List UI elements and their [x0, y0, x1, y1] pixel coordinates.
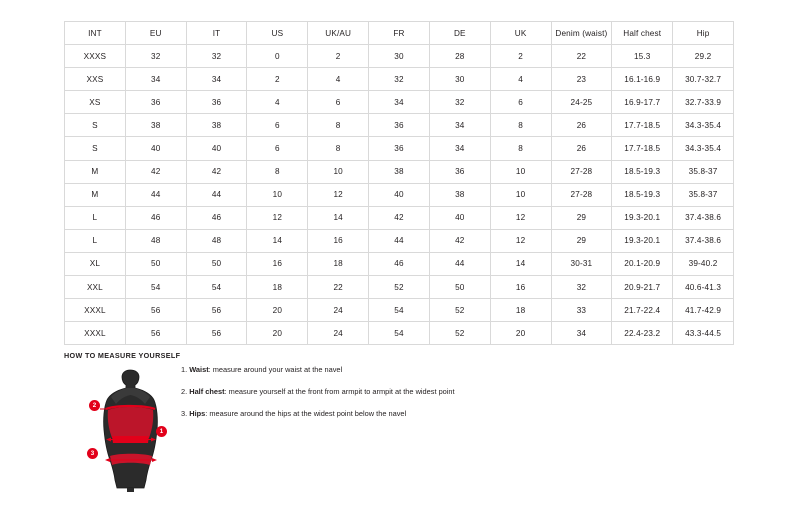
- table-cell: 42: [369, 206, 430, 229]
- step-text: : measure yourself at the front from armpit to armpit at the widest point: [224, 386, 455, 396]
- table-cell: 38: [186, 114, 247, 137]
- table-cell: L: [65, 206, 126, 229]
- table-cell: 8: [308, 114, 369, 137]
- table-cell: 56: [186, 299, 247, 322]
- table-cell: 30.7-32.7: [673, 68, 734, 91]
- table-cell: 35.8-37: [673, 183, 734, 206]
- table-cell: 34.3-35.4: [673, 114, 734, 137]
- table-cell: 43.3-44.5: [673, 322, 734, 345]
- table-cell: 18: [308, 252, 369, 275]
- table-row: [65, 299, 734, 322]
- step-number: 2.: [181, 386, 188, 396]
- table-row: [65, 45, 734, 68]
- table-cell: 32: [125, 45, 186, 68]
- table-row: [65, 276, 734, 299]
- table-header-cell: UK: [490, 22, 551, 45]
- table-header-cell: UK/AU: [308, 22, 369, 45]
- table-cell: 44: [369, 229, 430, 252]
- table-header-cell: US: [247, 22, 308, 45]
- table-cell: 32.7-33.9: [673, 91, 734, 114]
- table-cell: 22.4-23.2: [612, 322, 673, 345]
- table-cell: 40: [186, 137, 247, 160]
- table-cell: 17.7-18.5: [612, 137, 673, 160]
- table-cell: 20: [247, 322, 308, 345]
- mannequin-figure: [86, 364, 176, 494]
- table-cell: 44: [125, 183, 186, 206]
- table-cell: 18: [490, 299, 551, 322]
- table-cell: 32: [429, 91, 490, 114]
- table-cell: 40.6-41.3: [673, 276, 734, 299]
- table-cell: 20: [247, 299, 308, 322]
- table-cell: 4: [247, 91, 308, 114]
- table-cell: 34: [125, 68, 186, 91]
- step-term: Half chest: [189, 386, 225, 396]
- table-cell: 10: [490, 183, 551, 206]
- table-cell: 16.9-17.7: [612, 91, 673, 114]
- table-cell: 26: [551, 114, 612, 137]
- table-cell: XXXL: [65, 322, 126, 345]
- table-cell: 19.3-20.1: [612, 229, 673, 252]
- table-cell: 17.7-18.5: [612, 114, 673, 137]
- marker-badge-1: 1: [156, 426, 167, 437]
- table-cell: 10: [490, 160, 551, 183]
- measure-step: [181, 366, 601, 373]
- step-term: Hips: [189, 408, 206, 418]
- table-cell: XL: [65, 252, 126, 275]
- marker-badge-2: 2: [89, 400, 100, 411]
- how-to-measure-steps: [181, 366, 601, 432]
- table-cell: 37.4-38.6: [673, 229, 734, 252]
- table-row: [65, 160, 734, 183]
- table-cell: 12: [490, 229, 551, 252]
- table-cell: 24: [308, 299, 369, 322]
- table-cell: 36: [429, 160, 490, 183]
- table-cell: 20.1-20.9: [612, 252, 673, 275]
- step-number: 1.: [181, 365, 188, 374]
- table-cell: 40: [429, 206, 490, 229]
- table-cell: 16: [308, 229, 369, 252]
- table-cell: 16: [247, 252, 308, 275]
- table-cell: 44: [429, 252, 490, 275]
- table-cell: M: [65, 160, 126, 183]
- table-cell: 32: [551, 276, 612, 299]
- table-cell: 22: [551, 45, 612, 68]
- size-conversion-table: [64, 21, 734, 345]
- table-cell: 28: [429, 45, 490, 68]
- table-cell: 21.7-22.4: [612, 299, 673, 322]
- table-cell: 8: [490, 114, 551, 137]
- table-cell: 4: [490, 68, 551, 91]
- table-row: [65, 206, 734, 229]
- table-row: [65, 183, 734, 206]
- hip-arrow-left: [105, 458, 110, 462]
- table-cell: 2: [247, 68, 308, 91]
- table-cell: 10: [308, 160, 369, 183]
- table-cell: 20: [490, 322, 551, 345]
- table-cell: L: [65, 229, 126, 252]
- table-cell: 14: [308, 206, 369, 229]
- table-cell: 56: [125, 299, 186, 322]
- table-cell: 46: [186, 206, 247, 229]
- table-cell: 34: [186, 68, 247, 91]
- table-cell: 6: [308, 91, 369, 114]
- table-cell: 38: [369, 160, 430, 183]
- table-cell: 34: [429, 137, 490, 160]
- table-cell: 29: [551, 206, 612, 229]
- table-cell: 10: [247, 183, 308, 206]
- measure-step: [181, 410, 601, 417]
- table-cell: 36: [125, 91, 186, 114]
- table-cell: S: [65, 114, 126, 137]
- table-cell: 8: [308, 137, 369, 160]
- table-cell: 24: [308, 322, 369, 345]
- table-cell: 27-28: [551, 183, 612, 206]
- table-cell: 40: [369, 183, 430, 206]
- table-cell: 2: [308, 45, 369, 68]
- table-cell: 50: [186, 252, 247, 275]
- table-cell: S: [65, 137, 126, 160]
- table-row: [65, 114, 734, 137]
- table-cell: 18: [247, 276, 308, 299]
- table-cell: XS: [65, 91, 126, 114]
- table-cell: 37.4-38.6: [673, 206, 734, 229]
- table-cell: 12: [247, 206, 308, 229]
- table-cell: 15.3: [612, 45, 673, 68]
- table-header-cell: FR: [369, 22, 430, 45]
- table-header-cell: DE: [429, 22, 490, 45]
- table-cell: 48: [125, 229, 186, 252]
- table-cell: 22: [308, 276, 369, 299]
- table-cell: 38: [429, 183, 490, 206]
- table-body: [65, 45, 734, 345]
- table-cell: XXL: [65, 276, 126, 299]
- table-cell: 33: [551, 299, 612, 322]
- table-cell: 52: [369, 276, 430, 299]
- measure-step: [181, 388, 601, 395]
- table-header: [65, 22, 734, 45]
- table-cell: 14: [247, 229, 308, 252]
- table-cell: 40: [125, 137, 186, 160]
- step-number: 3.: [181, 408, 188, 418]
- table-header-cell: Half chest: [612, 22, 673, 45]
- table-cell: 30-31: [551, 252, 612, 275]
- table-cell: XXXL: [65, 299, 126, 322]
- table-cell: XXS: [65, 68, 126, 91]
- table-cell: 54: [186, 276, 247, 299]
- table-cell: 34: [429, 114, 490, 137]
- table-cell: 38: [125, 114, 186, 137]
- table-cell: 54: [369, 322, 430, 345]
- table-cell: 20.9-21.7: [612, 276, 673, 299]
- table-cell: 52: [429, 322, 490, 345]
- table-row: [65, 322, 734, 345]
- table-cell: XXXS: [65, 45, 126, 68]
- table-cell: 46: [369, 252, 430, 275]
- table-cell: 8: [247, 160, 308, 183]
- table-header-cell: Denim (waist): [551, 22, 612, 45]
- table-cell: 36: [186, 91, 247, 114]
- table-cell: 56: [186, 322, 247, 345]
- table-cell: 54: [369, 299, 430, 322]
- table-cell: 50: [125, 252, 186, 275]
- table-cell: 34.3-35.4: [673, 137, 734, 160]
- table-cell: 30: [369, 45, 430, 68]
- table-row: [65, 252, 734, 275]
- table-cell: 34: [369, 91, 430, 114]
- step-text: : measure around your waist at the navel: [208, 365, 343, 374]
- table-row: [65, 91, 734, 114]
- table-cell: 41.7-42.9: [673, 299, 734, 322]
- table-cell: 39-40.2: [673, 252, 734, 275]
- hip-arrow-right: [152, 458, 157, 462]
- table-header-cell: Hip: [673, 22, 734, 45]
- table-cell: 42: [429, 229, 490, 252]
- table-cell: M: [65, 183, 126, 206]
- table-cell: 6: [247, 137, 308, 160]
- table-cell: 29: [551, 229, 612, 252]
- table-cell: 42: [186, 160, 247, 183]
- table-cell: 32: [186, 45, 247, 68]
- table-cell: 50: [429, 276, 490, 299]
- table-cell: 12: [308, 183, 369, 206]
- table-cell: 56: [125, 322, 186, 345]
- table-header-cell: INT: [65, 22, 126, 45]
- bodice-panel: [108, 407, 154, 438]
- mannequin-stand: [127, 488, 134, 492]
- step-text: : measure around the hips at the widest point below the navel: [205, 408, 407, 418]
- table-header-row: [65, 22, 734, 45]
- table-cell: 46: [125, 206, 186, 229]
- table-cell: 6: [490, 91, 551, 114]
- table-row: [65, 137, 734, 160]
- table-cell: 44: [186, 183, 247, 206]
- table-cell: 24-25: [551, 91, 612, 114]
- table-cell: 35.8-37: [673, 160, 734, 183]
- table-row: [65, 68, 734, 91]
- table-cell: 4: [308, 68, 369, 91]
- table-cell: 8: [490, 137, 551, 160]
- table-header-cell: EU: [125, 22, 186, 45]
- table-cell: 54: [125, 276, 186, 299]
- table-row: [65, 229, 734, 252]
- table-cell: 19.3-20.1: [612, 206, 673, 229]
- table-cell: 32: [369, 68, 430, 91]
- table-cell: 26: [551, 137, 612, 160]
- table-cell: 18.5-19.3: [612, 160, 673, 183]
- table-cell: 0: [247, 45, 308, 68]
- step-term: Waist: [189, 365, 209, 374]
- table-cell: 42: [125, 160, 186, 183]
- table-cell: 30: [429, 68, 490, 91]
- table-cell: 29.2: [673, 45, 734, 68]
- table-cell: 12: [490, 206, 551, 229]
- table-cell: 18.5-19.3: [612, 183, 673, 206]
- table-cell: 23: [551, 68, 612, 91]
- marker-badge-3: 3: [87, 448, 98, 459]
- table-cell: 16: [490, 276, 551, 299]
- how-to-measure-title: HOW TO MEASURE YOURSELF: [64, 351, 181, 360]
- table-cell: 52: [429, 299, 490, 322]
- table-cell: 16.1-16.9: [612, 68, 673, 91]
- table-cell: 14: [490, 252, 551, 275]
- table-cell: 34: [551, 322, 612, 345]
- size-table-container: [64, 21, 734, 345]
- table-cell: 2: [490, 45, 551, 68]
- table-cell: 48: [186, 229, 247, 252]
- table-cell: 6: [247, 114, 308, 137]
- table-cell: 36: [369, 114, 430, 137]
- table-cell: 36: [369, 137, 430, 160]
- table-header-cell: IT: [186, 22, 247, 45]
- table-cell: 27-28: [551, 160, 612, 183]
